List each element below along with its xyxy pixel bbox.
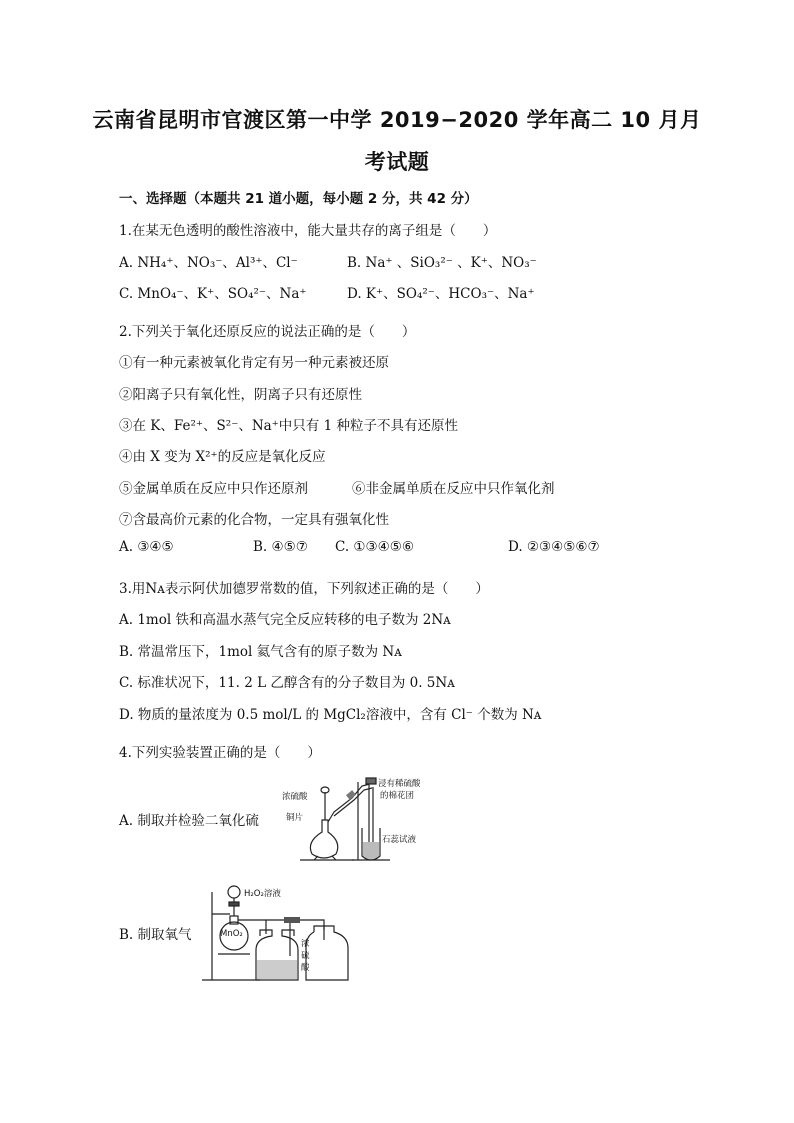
label-litmus: 石蕊试液 [382, 835, 417, 845]
q2-option-c: C. ①③④⑤⑥ [335, 539, 414, 555]
label-conc-3: 酸 [301, 963, 310, 973]
label-copper: 铜片 [286, 813, 304, 823]
q1-stem: 1.在某无色透明的酸性溶液中，能大量共存的离子组是（ ） [119, 223, 497, 239]
q3-option-d: D. 物质的量浓度为 0.5 mol/L 的 MgCl₂溶液中，含有 Cl⁻ 个数为 Nᴀ [119, 707, 542, 723]
q1-option-b: B. Na⁺ 、SiO₃²⁻ 、K⁺、NO₃⁻ [347, 255, 537, 271]
label-h2o2: H₂O₂溶液 [244, 889, 281, 899]
label-mno2: MnO₂ [220, 929, 243, 939]
q2-stem: 2.下列关于氧化还原反应的说法正确的是（ ） [119, 324, 416, 340]
q2-statement-7: ⑦含最高价元素的化合物，一定具有强氧化性 [119, 512, 389, 528]
figure-a-so2-apparatus [282, 772, 442, 866]
q2-statement-4: ④由 X 变为 X²⁺的反应是氧化反应 [119, 449, 326, 465]
q3-option-a: A. 1mol 铁和高温水蒸气完全反应转移的电子数为 2Nᴀ [119, 612, 451, 628]
label-cotton-2: 的棉花团 [380, 791, 415, 801]
q4-option-b: B. 制取氧气 [119, 927, 192, 943]
q3-option-b: B. 常温常压下，1mol 氦气含有的原子数为 Nᴀ [119, 644, 402, 660]
q2-statement-1: ①有一种元素被氧化肯定有另一种元素被还原 [119, 355, 389, 371]
q3-stem: 3.用Nᴀ表示阿伏加德罗常数的值，下列叙述正确的是（ ） [119, 581, 489, 597]
label-conc-sulfuric: 浓硫酸 [282, 792, 308, 802]
section-heading: 一、选择题（本题共 21 道小题，每小题 2 分，共 42 分） [119, 191, 478, 207]
q3-option-c: C. 标准状况下，11. 2 L 乙醇含有的分子数目为 0. 5Nᴀ [119, 675, 455, 691]
q4-option-a: A. 制取并检验二氧化硫 [119, 813, 259, 829]
figure-b-oxygen-apparatus [198, 880, 358, 986]
q4-stem: 4.下列实验装置正确的是（ ） [119, 745, 321, 761]
q1-option-c: C. MnO₄⁻、K⁺、SO₄²⁻、Na⁺ [119, 286, 307, 302]
q2-option-b: B. ④⑤⑦ [253, 539, 308, 555]
q2-statement-3: ③在 K、Fe²⁺、S²⁻、Na⁺中只有 1 种粒子不具有还原性 [119, 418, 458, 434]
q1-option-d: D. K⁺、SO₄²⁻、HCO₃⁻、Na⁺ [347, 286, 535, 302]
label-cotton-1: 浸有稀硫酸 [378, 779, 421, 789]
q2-statement-5: ⑤金属单质在反应中只作还原剂 [119, 481, 308, 497]
label-conc-2: 硫 [301, 951, 310, 961]
page-title-line1: 云南省昆明市官渡区第一中学 2019−2020 学年高二 10 月月 [92, 108, 702, 132]
page-title-line2: 考试题 [364, 150, 430, 174]
label-conc-1: 浓 [301, 939, 310, 949]
q2-option-a: A. ③④⑤ [119, 539, 174, 555]
q1-option-a: A. NH₄⁺、NO₃⁻、Al³⁺、Cl⁻ [119, 255, 298, 271]
q2-statement-6: ⑥非金属单质在反应中只作氧化剂 [352, 481, 555, 497]
q2-statement-2: ②阳离子只有氧化性，阴离子只有还原性 [119, 387, 362, 403]
q2-option-d: D. ②③④⑤⑥⑦ [508, 539, 600, 555]
